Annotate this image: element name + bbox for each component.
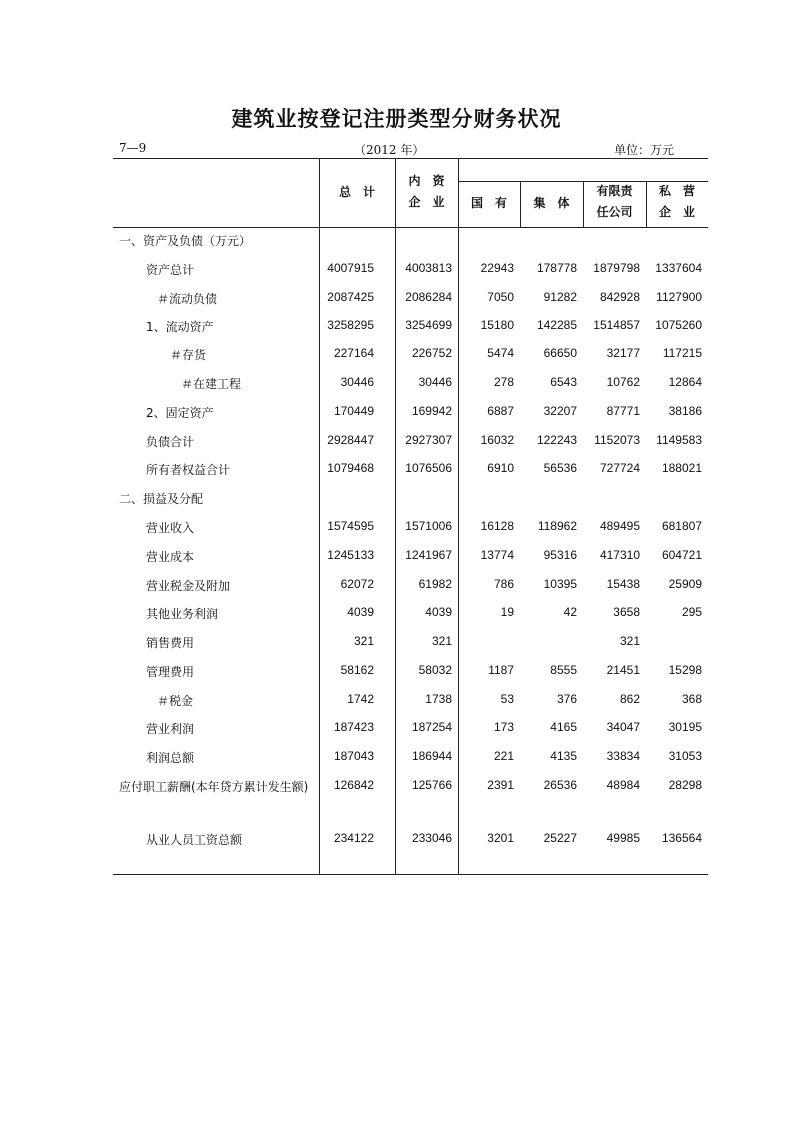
table-cell: 4039 [425, 605, 452, 619]
table-cell: 122243 [536, 433, 577, 447]
table-cell: 1742 [347, 692, 374, 706]
page-title: 建筑业按登记注册类型分财务状况 [231, 107, 562, 131]
table-cell: 368 [681, 692, 702, 706]
table-cell: 4039 [347, 605, 374, 619]
header-collective: 集 体 [533, 196, 570, 210]
table-cell: 1152073 [594, 433, 640, 447]
table-cell: 26536 [543, 778, 577, 792]
table-cell: 32177 [606, 346, 640, 360]
table-cell: 15298 [668, 663, 702, 677]
table-cell: 4003813 [405, 261, 452, 275]
table-cell: 376 [556, 692, 577, 706]
table-cell: 1187 [488, 663, 514, 677]
table-cell: 2927307 [405, 433, 452, 447]
row-label: 营业收入 [146, 521, 195, 535]
table-cell: 1079468 [327, 461, 374, 475]
table-cell: 21451 [606, 663, 640, 677]
table-cell: 30446 [340, 375, 374, 389]
table-cell: 19 [500, 605, 514, 619]
table-cell: 31053 [668, 749, 702, 763]
row-label: 二、损益及分配 [119, 492, 204, 506]
table-cell: 1241967 [405, 548, 452, 562]
table-cell: 417310 [599, 548, 640, 562]
table-cell: 48984 [606, 778, 640, 792]
table-cell: 49985 [606, 831, 640, 845]
table-cell: 58032 [418, 663, 452, 677]
table-cell: 7050 [487, 290, 514, 304]
row-label: 销售费用 [146, 636, 195, 650]
table-cell: 10395 [543, 577, 577, 591]
table-cell: 4165 [550, 720, 577, 734]
header-private-line1: 私 营 [658, 184, 695, 198]
table-cell: 1075260 [655, 318, 702, 332]
row-label: 其他业务利润 [146, 607, 219, 621]
table-cell: 681807 [661, 519, 702, 533]
unit-label: 单位：万元 [614, 143, 675, 157]
row-label: 营业税金及附加 [146, 579, 231, 593]
table-cell: 187254 [411, 720, 452, 734]
table-cell: 87771 [606, 404, 640, 418]
table-cell: 170449 [333, 404, 374, 418]
row-label: ＃流动负债 [157, 292, 218, 306]
table-cell: 187423 [333, 720, 374, 734]
row-label: 从业人员工资总额 [146, 833, 243, 847]
table-cell: 13774 [480, 548, 514, 562]
row-label: 利润总额 [146, 751, 195, 765]
table-cell: 142285 [536, 318, 577, 332]
table-cell: 6887 [487, 404, 514, 418]
table-cell: 321 [353, 634, 374, 648]
table-cell: 227164 [333, 346, 374, 360]
table-cell: 226752 [411, 346, 452, 360]
table-cell: 33834 [606, 749, 640, 763]
table-cell: 489495 [599, 519, 640, 533]
row-label: 2、固定资产 [146, 406, 214, 420]
table-cell: 173 [493, 720, 514, 734]
table-cell: 321 [431, 634, 452, 648]
table-cell: 842928 [599, 290, 640, 304]
header-domestic-line1: 内 资 [408, 174, 445, 188]
table-cell: 187043 [333, 749, 374, 763]
table-cell: 16128 [480, 519, 514, 533]
table-cell: 278 [493, 375, 514, 389]
row-label: 营业利润 [146, 722, 195, 736]
table-cell: 169942 [411, 404, 452, 418]
table-cell: 12864 [668, 375, 702, 389]
table-cell: 786 [493, 577, 514, 591]
table-cell: 38186 [668, 404, 702, 418]
table-cell: 321 [619, 634, 640, 648]
row-label: 所有者权益合计 [146, 463, 231, 477]
table-cell: 6910 [487, 461, 514, 475]
table-cell: 234122 [333, 831, 374, 845]
row-label: 资产总计 [146, 263, 195, 277]
table-cell: 58162 [340, 663, 374, 677]
table-cell: 28298 [668, 778, 702, 792]
table-cell: 5474 [487, 346, 514, 360]
table-cell: 1574595 [327, 519, 374, 533]
table-cell: 25909 [668, 577, 702, 591]
table-cell: 3658 [613, 605, 640, 619]
table-cell: 233046 [411, 831, 452, 845]
header-limited-line2: 任公司 [596, 205, 633, 219]
table-cell: 42 [563, 605, 577, 619]
row-label: 1、流动资产 [146, 320, 214, 334]
table-cell: 1127900 [656, 290, 702, 304]
table-cell: 15438 [606, 577, 640, 591]
table-bottom-rule [113, 874, 708, 875]
table-cell: 6543 [550, 375, 577, 389]
table-cell: 2087425 [327, 290, 374, 304]
row-label: ＃存货 [170, 348, 207, 362]
header-total: 总 计 [338, 185, 375, 199]
table-cell: 2928447 [327, 433, 374, 447]
table-cell: 117215 [662, 346, 702, 360]
table-cell: 1076506 [405, 461, 452, 475]
table-cell: 25227 [543, 831, 577, 845]
table-cell: 22943 [480, 261, 514, 275]
table-cell: 56536 [543, 461, 577, 475]
table-cell: 862 [619, 692, 640, 706]
table-top-rule [113, 158, 708, 159]
table-number: 7—9 [119, 141, 147, 155]
row-label: 负债合计 [146, 435, 195, 449]
table-cell: 186944 [411, 749, 452, 763]
table-cell: 15180 [480, 318, 514, 332]
table-cell: 4135 [550, 749, 577, 763]
table-cell: 10762 [606, 375, 640, 389]
table-cell: 136564 [661, 831, 702, 845]
table-cell: 188021 [661, 461, 702, 475]
row-label: 应付职工薪酬(本年贷方累计发生额) [119, 780, 309, 794]
table-cell: 91282 [543, 290, 577, 304]
table-cell: 3254699 [405, 318, 452, 332]
table-cell: 221 [493, 749, 514, 763]
table-cell: 16032 [480, 433, 514, 447]
table-cell: 61982 [418, 577, 452, 591]
table-cell: 126842 [333, 778, 374, 792]
table-cell: 1245133 [327, 548, 374, 562]
header-state-owned: 国 有 [470, 196, 507, 210]
table-cell: 62072 [340, 577, 374, 591]
table-cell: 1149583 [656, 433, 702, 447]
header-domestic-line2: 企 业 [408, 195, 445, 209]
header-private-line2: 企 业 [658, 205, 695, 219]
table-cell: 53 [500, 692, 514, 706]
table-cell: 95316 [543, 548, 577, 562]
table-cell: 30446 [418, 375, 452, 389]
table-cell: 1337604 [655, 261, 702, 275]
table-cell: 3201 [487, 831, 514, 845]
table-cell: 1571006 [405, 519, 452, 533]
table-cell: 30195 [668, 720, 702, 734]
header-bottom-rule [113, 227, 708, 228]
row-label: 管理费用 [146, 665, 195, 679]
table-cell: 2086284 [405, 290, 452, 304]
year-label: （2012 年） [354, 143, 425, 157]
table-cell: 125766 [411, 778, 452, 792]
table-cell: 3258295 [327, 318, 374, 332]
table-cell: 1879798 [593, 261, 640, 275]
table-cell: 604721 [661, 548, 702, 562]
header-limited-line1: 有限责 [596, 184, 633, 198]
table-cell: 295 [681, 605, 702, 619]
row-label: 一、资产及负债（万元） [119, 234, 252, 248]
row-label: 营业成本 [146, 550, 195, 564]
table-cell: 178778 [536, 261, 577, 275]
table-cell: 8555 [550, 663, 577, 677]
table-cell: 32207 [543, 404, 577, 418]
table-cell: 2391 [487, 778, 514, 792]
table-cell: 34047 [606, 720, 640, 734]
table-cell: 1738 [425, 692, 452, 706]
table-cell: 66650 [543, 346, 577, 360]
table-cell: 1514857 [593, 318, 640, 332]
row-label: ＃在建工程 [181, 377, 242, 391]
table-cell: 118962 [537, 519, 577, 533]
row-label: ＃税金 [157, 694, 194, 708]
table-cell: 727724 [599, 461, 640, 475]
table-cell: 4007915 [327, 261, 374, 275]
